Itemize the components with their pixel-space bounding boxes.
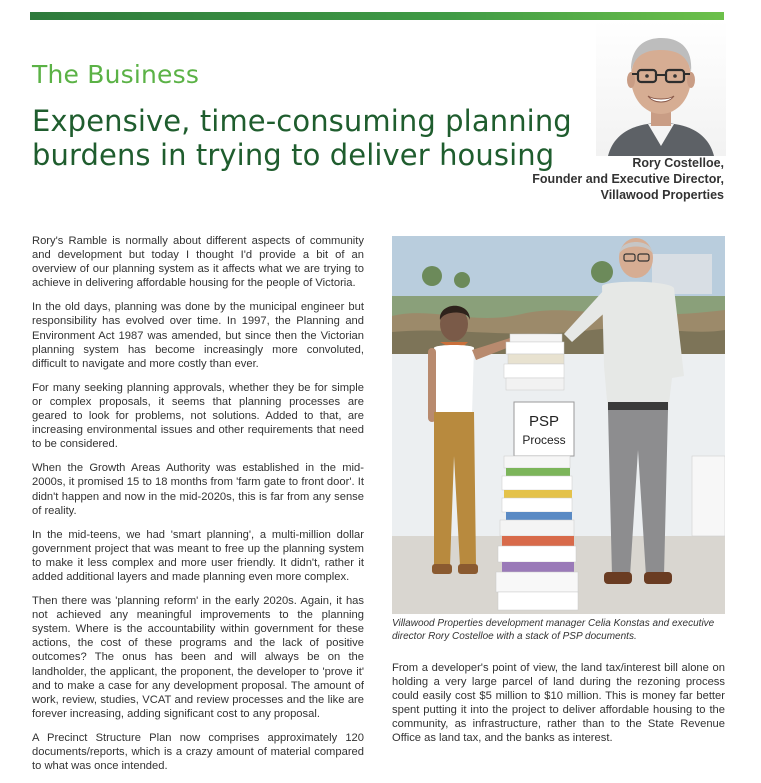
article-right-column [392,661,725,746]
article-left-column [32,234,364,783]
psp-sign-line-1: PSP [528,413,560,430]
photo-caption: Villawood Properties development manager Celia Konstas and executive director Rory Costelloe with a stack of PSP documents. [392,618,715,642]
paragraph: Then there was 'planning reform' in the early 2020s. Again, it has not achieved any meaningful improvements to the planning system. Where is the accountability within government for these actions, the cost of these programs and the lack of positive outcomes? The onus has been and will always be on the landholder, the applicant, the proponent, the developer to 'prove it' and to make a case for any development proposal. The amount of work, review, studies, VCAT and review processes and the like are forever increasing, adding significant cost to any proposal. [32,595,364,720]
paragraph: A Precinct Structure Plan now comprises approximately 120 documents/reports, which is a crazy amount of material compared to what was once intended. [32,731,364,773]
article-photo [392,236,725,614]
section-title: The Business [32,60,200,89]
author-portrait [596,20,726,156]
headline-line-2: burdens in trying to deliver housing [32,138,555,172]
paragraph: In the old days, planning was done by the municipal engineer but responsibility has evolved over time. In 1997, the Planning and Environment Act 1987 was amended, but since then the Victorian planning system has become increasingly more convoluted, difficult to navigate and more costly than ever. [32,301,364,370]
paragraph: In the mid-teens, we had 'smart planning', a multi-million dollar government project that was meant to free up the planning system to make it less complex and more user friendly. It didn't, rather it added additional layers and made planning even more complex. [32,528,364,583]
paragraph: When the Growth Areas Authority was established in the mid-2000s, it promised 15 to 18 months from 'farm gate to front door'. It didn't happen and now in the mid-2020s, this is far from any sense of reality. [32,462,364,517]
paragraph: For many seeking planning approvals, whether they be for simple or complex proposals, it seems that planning processes are geared to look for problems, not solutions. Added to that, are increasing environmental issues and other requirements that need to be considered. [32,381,364,451]
headline-line-1: Expensive, time-consuming planning [32,104,572,138]
author-company: Villawood Properties [600,188,724,202]
author-name: Rory Costelloe, [632,156,724,170]
author-byline [532,155,724,203]
paragraph: From a developer's point of view, the land tax/interest bill alone on holding a very large parcel of land during the rezoning process could easily cost $5 million to $10 million. This is money far better spent putting it into the project to deliver affordable housing to the community, as infrastructure, rather than to the State Revenue Office as land tax, and the banks as interest. [392,662,725,745]
paragraph: Rory's Ramble is normally about different aspects of community and development but today I thought I'd provide a bit of an overview of our planning system as it affects what we are trying to achieve in delivering affordable housing for the people of Victoria. [32,235,364,290]
author-role: Founder and Executive Director, [532,172,724,186]
psp-sign-line-2: Process [522,433,566,447]
headline [32,104,592,172]
top-accent-bar [30,12,724,20]
